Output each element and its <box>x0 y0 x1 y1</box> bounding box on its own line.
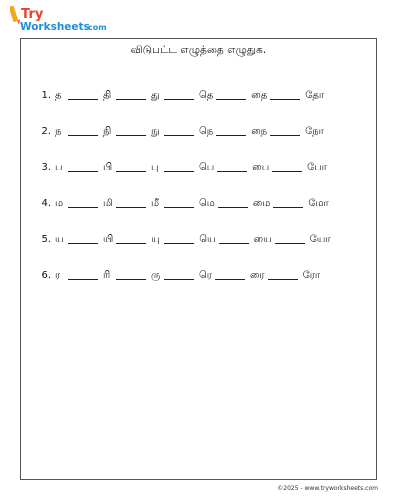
row-number: 3. <box>41 162 51 173</box>
exercise-row <box>35 123 365 139</box>
tamil-letter: யு <box>151 234 160 245</box>
answer-blank[interactable] <box>273 205 303 208</box>
letter-cell <box>55 125 103 139</box>
tamil-letter: நை <box>251 126 268 137</box>
tamil-letter: மி <box>103 198 113 209</box>
letter-cell <box>55 89 103 103</box>
letter-cell <box>305 125 327 139</box>
answer-blank[interactable] <box>275 241 305 244</box>
letter-cell <box>308 197 331 211</box>
answer-blank[interactable] <box>272 169 302 172</box>
tamil-letter: த <box>55 90 62 101</box>
row-number: 4. <box>41 198 51 209</box>
answer-blank[interactable] <box>68 97 98 100</box>
tamil-letter: பு <box>151 162 159 173</box>
letter-cell <box>251 125 305 139</box>
letter-cell <box>199 125 251 139</box>
letter-cell <box>254 233 310 247</box>
answer-blank[interactable] <box>270 133 300 136</box>
tamil-letter: நி <box>103 126 112 137</box>
letter-cell <box>199 161 252 175</box>
worksheet-title: விடுபட்ட எழுத்தை எழுதுக. <box>130 44 267 56</box>
answer-blank[interactable] <box>116 277 146 280</box>
exercise-row <box>35 267 365 283</box>
letter-cell <box>151 197 199 211</box>
answer-blank[interactable] <box>268 277 298 280</box>
letter-cell <box>305 89 327 103</box>
letter-cell <box>55 269 103 283</box>
svg-text:Worksheets: Worksheets <box>20 21 90 32</box>
letter-cell <box>103 197 151 211</box>
tamil-letter: ம <box>55 198 64 209</box>
answer-blank[interactable] <box>216 133 246 136</box>
tamil-letter: மை <box>252 198 271 209</box>
tamil-letter: தோ <box>305 90 325 101</box>
answer-blank[interactable] <box>164 133 194 136</box>
tamil-letter: பி <box>103 162 113 173</box>
tamil-letter: யோ <box>309 234 331 245</box>
exercise-row <box>35 231 365 247</box>
tamil-letter: ரு <box>151 270 161 281</box>
letter-cell <box>55 161 103 175</box>
answer-blank[interactable] <box>217 169 247 172</box>
answer-blank[interactable] <box>270 97 300 100</box>
tamil-letter: நு <box>151 126 160 137</box>
answer-blank[interactable] <box>116 169 146 172</box>
answer-blank[interactable] <box>116 97 146 100</box>
answer-blank[interactable] <box>219 241 249 244</box>
answer-blank[interactable] <box>164 277 194 280</box>
tamil-letter: தெ <box>199 90 214 101</box>
exercise-row <box>35 195 365 211</box>
answer-blank[interactable] <box>116 205 146 208</box>
letter-cell <box>251 89 305 103</box>
worksheet-frame <box>20 38 377 480</box>
letter-cell <box>310 233 334 247</box>
try-worksheets-logo-icon <box>10 4 128 32</box>
tamil-letter: பெ <box>199 162 215 173</box>
letter-cell <box>103 125 151 139</box>
letter-cell <box>103 161 151 175</box>
tamil-letter: யை <box>253 234 272 245</box>
letter-cell <box>199 197 253 211</box>
tamil-letter: ரி <box>103 270 111 281</box>
tamil-letter: ய <box>55 234 64 245</box>
row-number: 6. <box>41 270 51 281</box>
svg-text:Try: Try <box>21 7 44 22</box>
row-number: 1. <box>41 90 51 101</box>
letter-cell <box>199 233 253 247</box>
tamil-letter: ந <box>55 126 62 137</box>
row-number: 2. <box>41 126 51 137</box>
answer-blank[interactable] <box>68 169 98 172</box>
letter-cell <box>151 233 199 247</box>
letter-cell <box>252 161 307 175</box>
letter-cell <box>307 161 330 175</box>
letter-cell <box>199 269 250 283</box>
answer-blank[interactable] <box>68 205 98 208</box>
letter-cell <box>151 125 199 139</box>
answer-blank[interactable] <box>164 169 194 172</box>
row-number: 5. <box>41 234 51 245</box>
answer-blank[interactable] <box>68 241 98 244</box>
answer-blank[interactable] <box>68 277 98 280</box>
answer-blank[interactable] <box>216 97 246 100</box>
tamil-letter: மீ <box>151 198 160 209</box>
answer-blank[interactable] <box>218 205 248 208</box>
letter-cell <box>199 89 251 103</box>
tamil-letter: போ <box>307 162 327 173</box>
tamil-letter: நெ <box>199 126 214 137</box>
exercise-row <box>35 87 365 103</box>
brand-logo <box>10 4 128 32</box>
letter-cell <box>55 197 103 211</box>
tamil-letter: ர <box>55 270 61 281</box>
letter-cell <box>151 269 199 283</box>
tamil-letter: ரெ <box>199 270 212 281</box>
svg-text:.com: .com <box>85 23 107 32</box>
tamil-letter: ப <box>55 162 63 173</box>
tamil-letter: நோ <box>305 126 324 137</box>
tamil-letter: ரோ <box>302 270 321 281</box>
letter-cell <box>103 233 151 247</box>
answer-blank[interactable] <box>164 205 194 208</box>
tamil-letter: யி <box>103 234 114 245</box>
answer-blank[interactable] <box>164 97 194 100</box>
answer-blank[interactable] <box>116 241 146 244</box>
tamil-letter: து <box>151 90 160 101</box>
tamil-letter: மோ <box>308 198 329 209</box>
letter-cell <box>103 269 151 283</box>
tamil-letter: பை <box>252 162 270 173</box>
tamil-letter: தி <box>103 90 112 101</box>
tamil-letter: ரை <box>249 270 265 281</box>
answer-blank[interactable] <box>68 133 98 136</box>
exercise-row <box>35 159 365 175</box>
answer-blank[interactable] <box>215 277 245 280</box>
letter-cell <box>151 89 199 103</box>
tamil-letter: மெ <box>199 198 215 209</box>
letter-cell <box>253 197 309 211</box>
letter-cell <box>303 269 324 283</box>
letter-cell <box>103 89 151 103</box>
letter-cell <box>55 233 103 247</box>
tamil-letter: யெ <box>199 234 216 245</box>
tamil-letter: தை <box>251 90 268 101</box>
footer-copyright: ©2025 - www.tryworksheets.com <box>277 485 378 492</box>
letter-cell <box>250 269 303 283</box>
answer-blank[interactable] <box>164 241 194 244</box>
letter-cell <box>151 161 199 175</box>
answer-blank[interactable] <box>116 133 146 136</box>
